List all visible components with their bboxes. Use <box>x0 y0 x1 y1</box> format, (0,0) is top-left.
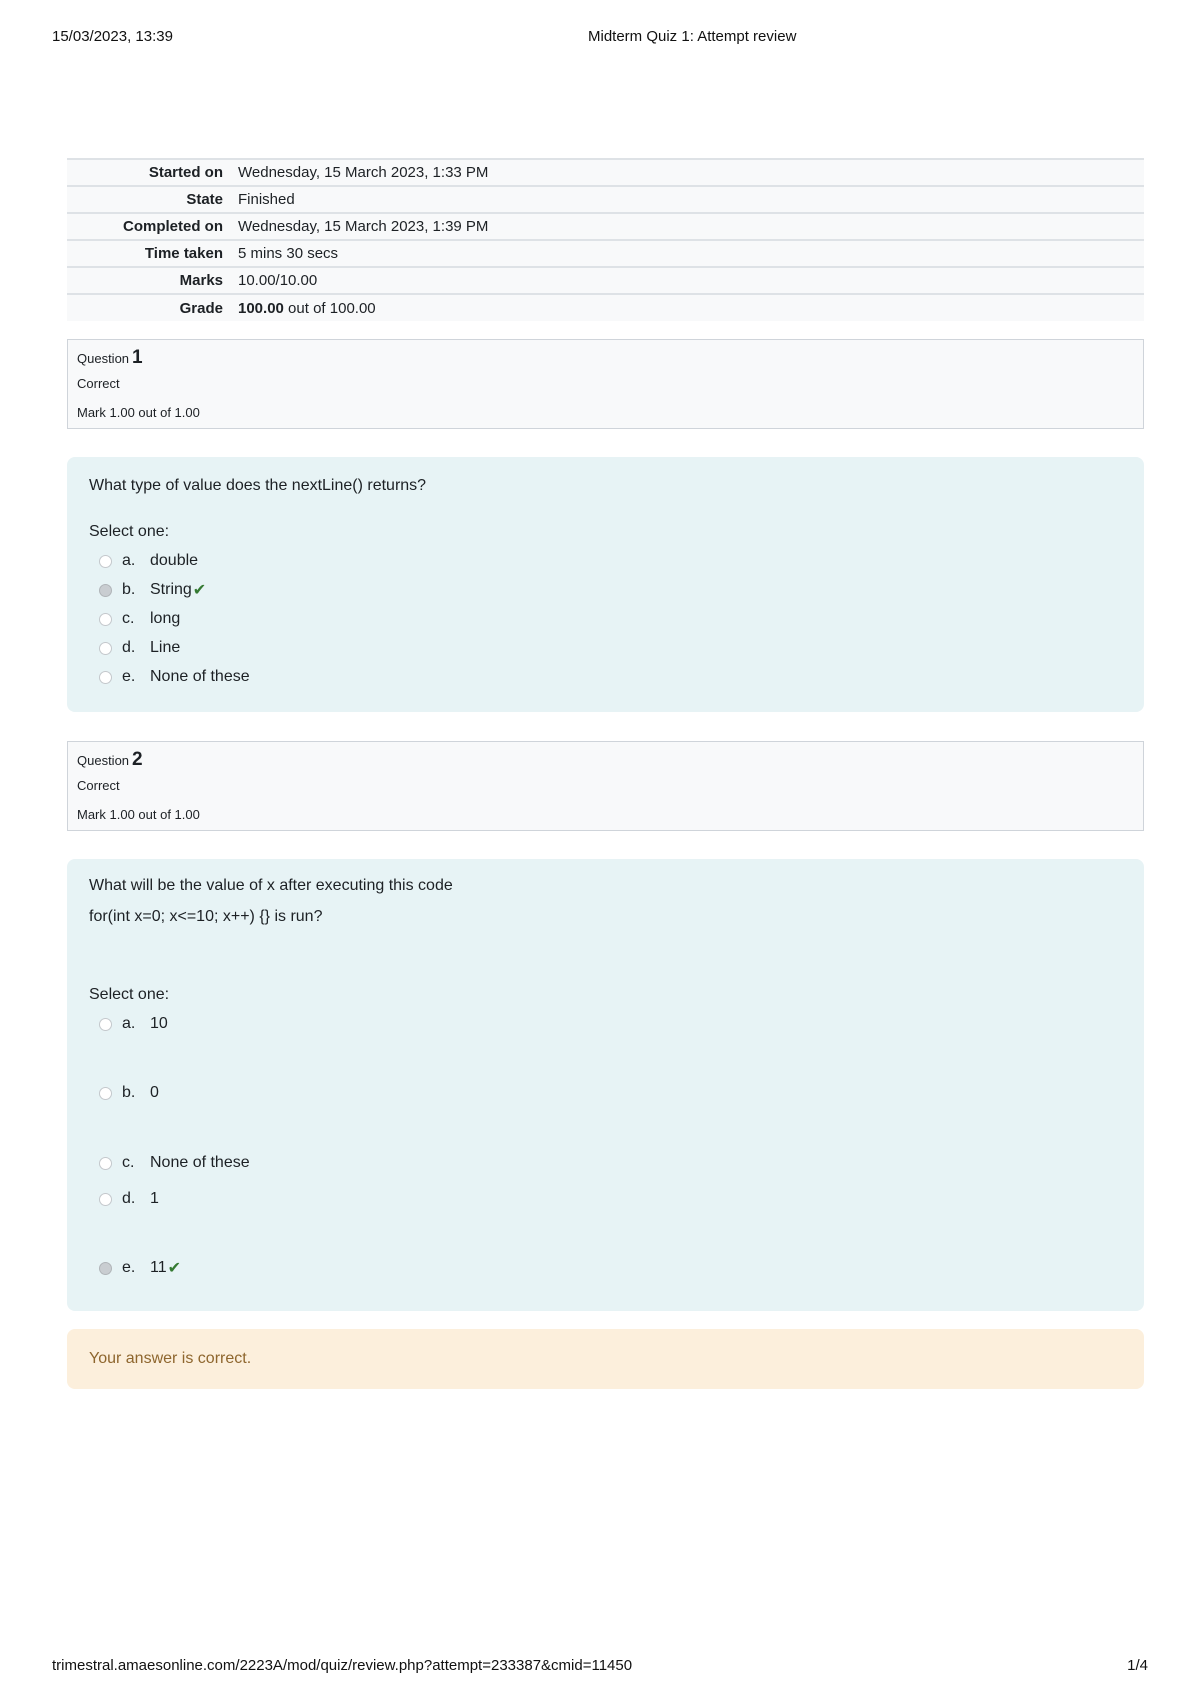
question-state: Correct <box>77 376 120 391</box>
answer-options <box>89 1010 1122 1283</box>
check-icon: ✔ <box>167 1260 182 1278</box>
summary-label: Time taken <box>67 240 231 267</box>
summary-row-time-taken <box>67 240 1144 267</box>
answer-option-e[interactable] <box>89 1254 1122 1283</box>
answer-option-b[interactable] <box>89 1079 1122 1108</box>
answer-option-c[interactable] <box>89 1149 1122 1178</box>
summary-value <box>231 294 1144 321</box>
answer-option-d[interactable] <box>89 634 1122 663</box>
radio-button[interactable] <box>99 613 112 626</box>
answer-options <box>89 547 1122 692</box>
attempt-summary-table <box>67 158 1144 321</box>
option-text: 11 <box>150 1259 167 1277</box>
option-text: 1 <box>150 1190 159 1208</box>
option-letter: b. <box>122 1084 136 1102</box>
option-letter: d. <box>122 639 136 657</box>
summary-value: 10.00/10.00 <box>231 267 1144 294</box>
answer-option-e[interactable] <box>89 663 1122 692</box>
radio-button[interactable] <box>99 671 112 684</box>
question-number: 1 <box>132 347 143 368</box>
grade-score: 100.00 <box>238 299 284 317</box>
option-text: 10 <box>150 1015 168 1033</box>
question-text-line: What type of value does the nextLine() returns? <box>89 477 427 494</box>
summary-label: Completed on <box>67 213 231 240</box>
option-text: None of these <box>150 1154 250 1172</box>
radio-button[interactable] <box>99 1087 112 1100</box>
option-letter: a. <box>122 552 136 570</box>
option-text: String <box>150 581 192 599</box>
summary-row-marks <box>67 267 1144 294</box>
page-number: 1/4 <box>1127 1657 1148 1674</box>
select-one-prompt: Select one: <box>89 985 170 1003</box>
radio-button[interactable] <box>99 1157 112 1170</box>
question-formulation-2 <box>67 859 1144 1311</box>
answer-option-a[interactable] <box>89 1010 1122 1039</box>
answer-option-a[interactable] <box>89 547 1122 576</box>
summary-label: Grade <box>67 294 231 321</box>
option-letter: e. <box>122 1259 136 1277</box>
question-text <box>89 475 1122 497</box>
question-text <box>89 875 1122 928</box>
summary-label: State <box>67 186 231 213</box>
option-letter: c. <box>122 1154 135 1172</box>
question-label: Question <box>77 351 130 366</box>
question-mark: Mark 1.00 out of 1.00 <box>77 806 200 822</box>
answer-option-b[interactable] <box>89 576 1122 605</box>
option-letter: d. <box>122 1190 136 1208</box>
quiz-review-content <box>67 158 1144 1389</box>
option-text: None of these <box>150 668 250 686</box>
answer-option-d[interactable] <box>89 1185 1122 1214</box>
option-letter: b. <box>122 581 136 599</box>
question-mark: Mark 1.00 out of 1.00 <box>77 405 200 420</box>
answer-option-c[interactable] <box>89 605 1122 634</box>
summary-row-grade <box>67 294 1144 321</box>
option-text: Line <box>150 639 181 657</box>
summary-label: Marks <box>67 267 231 294</box>
check-icon: ✔ <box>192 582 207 600</box>
option-text: 0 <box>150 1084 159 1102</box>
radio-button[interactable] <box>99 642 112 655</box>
question-state: Correct <box>77 777 120 793</box>
question-number: 2 <box>132 748 143 770</box>
page-url: trimestral.amaesonline.com/2223A/mod/quiz/review.php?attempt=233387&cmid=11450 <box>52 1657 633 1674</box>
radio-button[interactable] <box>99 1018 112 1031</box>
option-text: double <box>150 552 199 570</box>
question-label: Question <box>77 752 130 768</box>
radio-button[interactable] <box>99 555 112 568</box>
radio-button[interactable] <box>99 584 112 597</box>
question-info-2 <box>67 741 1144 831</box>
option-letter: a. <box>122 1015 136 1033</box>
summary-value: 5 mins 30 secs <box>231 240 1144 267</box>
summary-label: Started on <box>67 159 231 186</box>
print-datetime: 15/03/2023, 13:39 <box>52 28 173 45</box>
grade-total: out of 100.00 <box>283 299 376 317</box>
question-text-line: for(int x=0; x<=10; x++) {} is run? <box>89 908 323 926</box>
summary-value: Finished <box>231 186 1144 213</box>
question-formulation-1 <box>67 457 1144 712</box>
summary-value: Wednesday, 15 March 2023, 1:33 PM <box>231 159 1144 186</box>
select-one-prompt: Select one: <box>89 522 170 540</box>
radio-button[interactable] <box>99 1262 112 1275</box>
radio-button[interactable] <box>99 1193 112 1206</box>
summary-value: Wednesday, 15 March 2023, 1:39 PM <box>231 213 1144 240</box>
summary-row-started <box>67 159 1144 186</box>
question-text-line: What will be the value of x after executing this code <box>89 876 453 894</box>
summary-row-completed <box>67 213 1144 240</box>
question-info-1 <box>67 339 1144 429</box>
summary-row-state <box>67 186 1144 213</box>
feedback-message: Your answer is correct. <box>67 1329 1144 1389</box>
option-text: long <box>150 610 181 628</box>
print-page-title: Midterm Quiz 1: Attempt review <box>588 28 797 45</box>
option-letter: c. <box>122 610 135 628</box>
option-letter: e. <box>122 668 136 686</box>
